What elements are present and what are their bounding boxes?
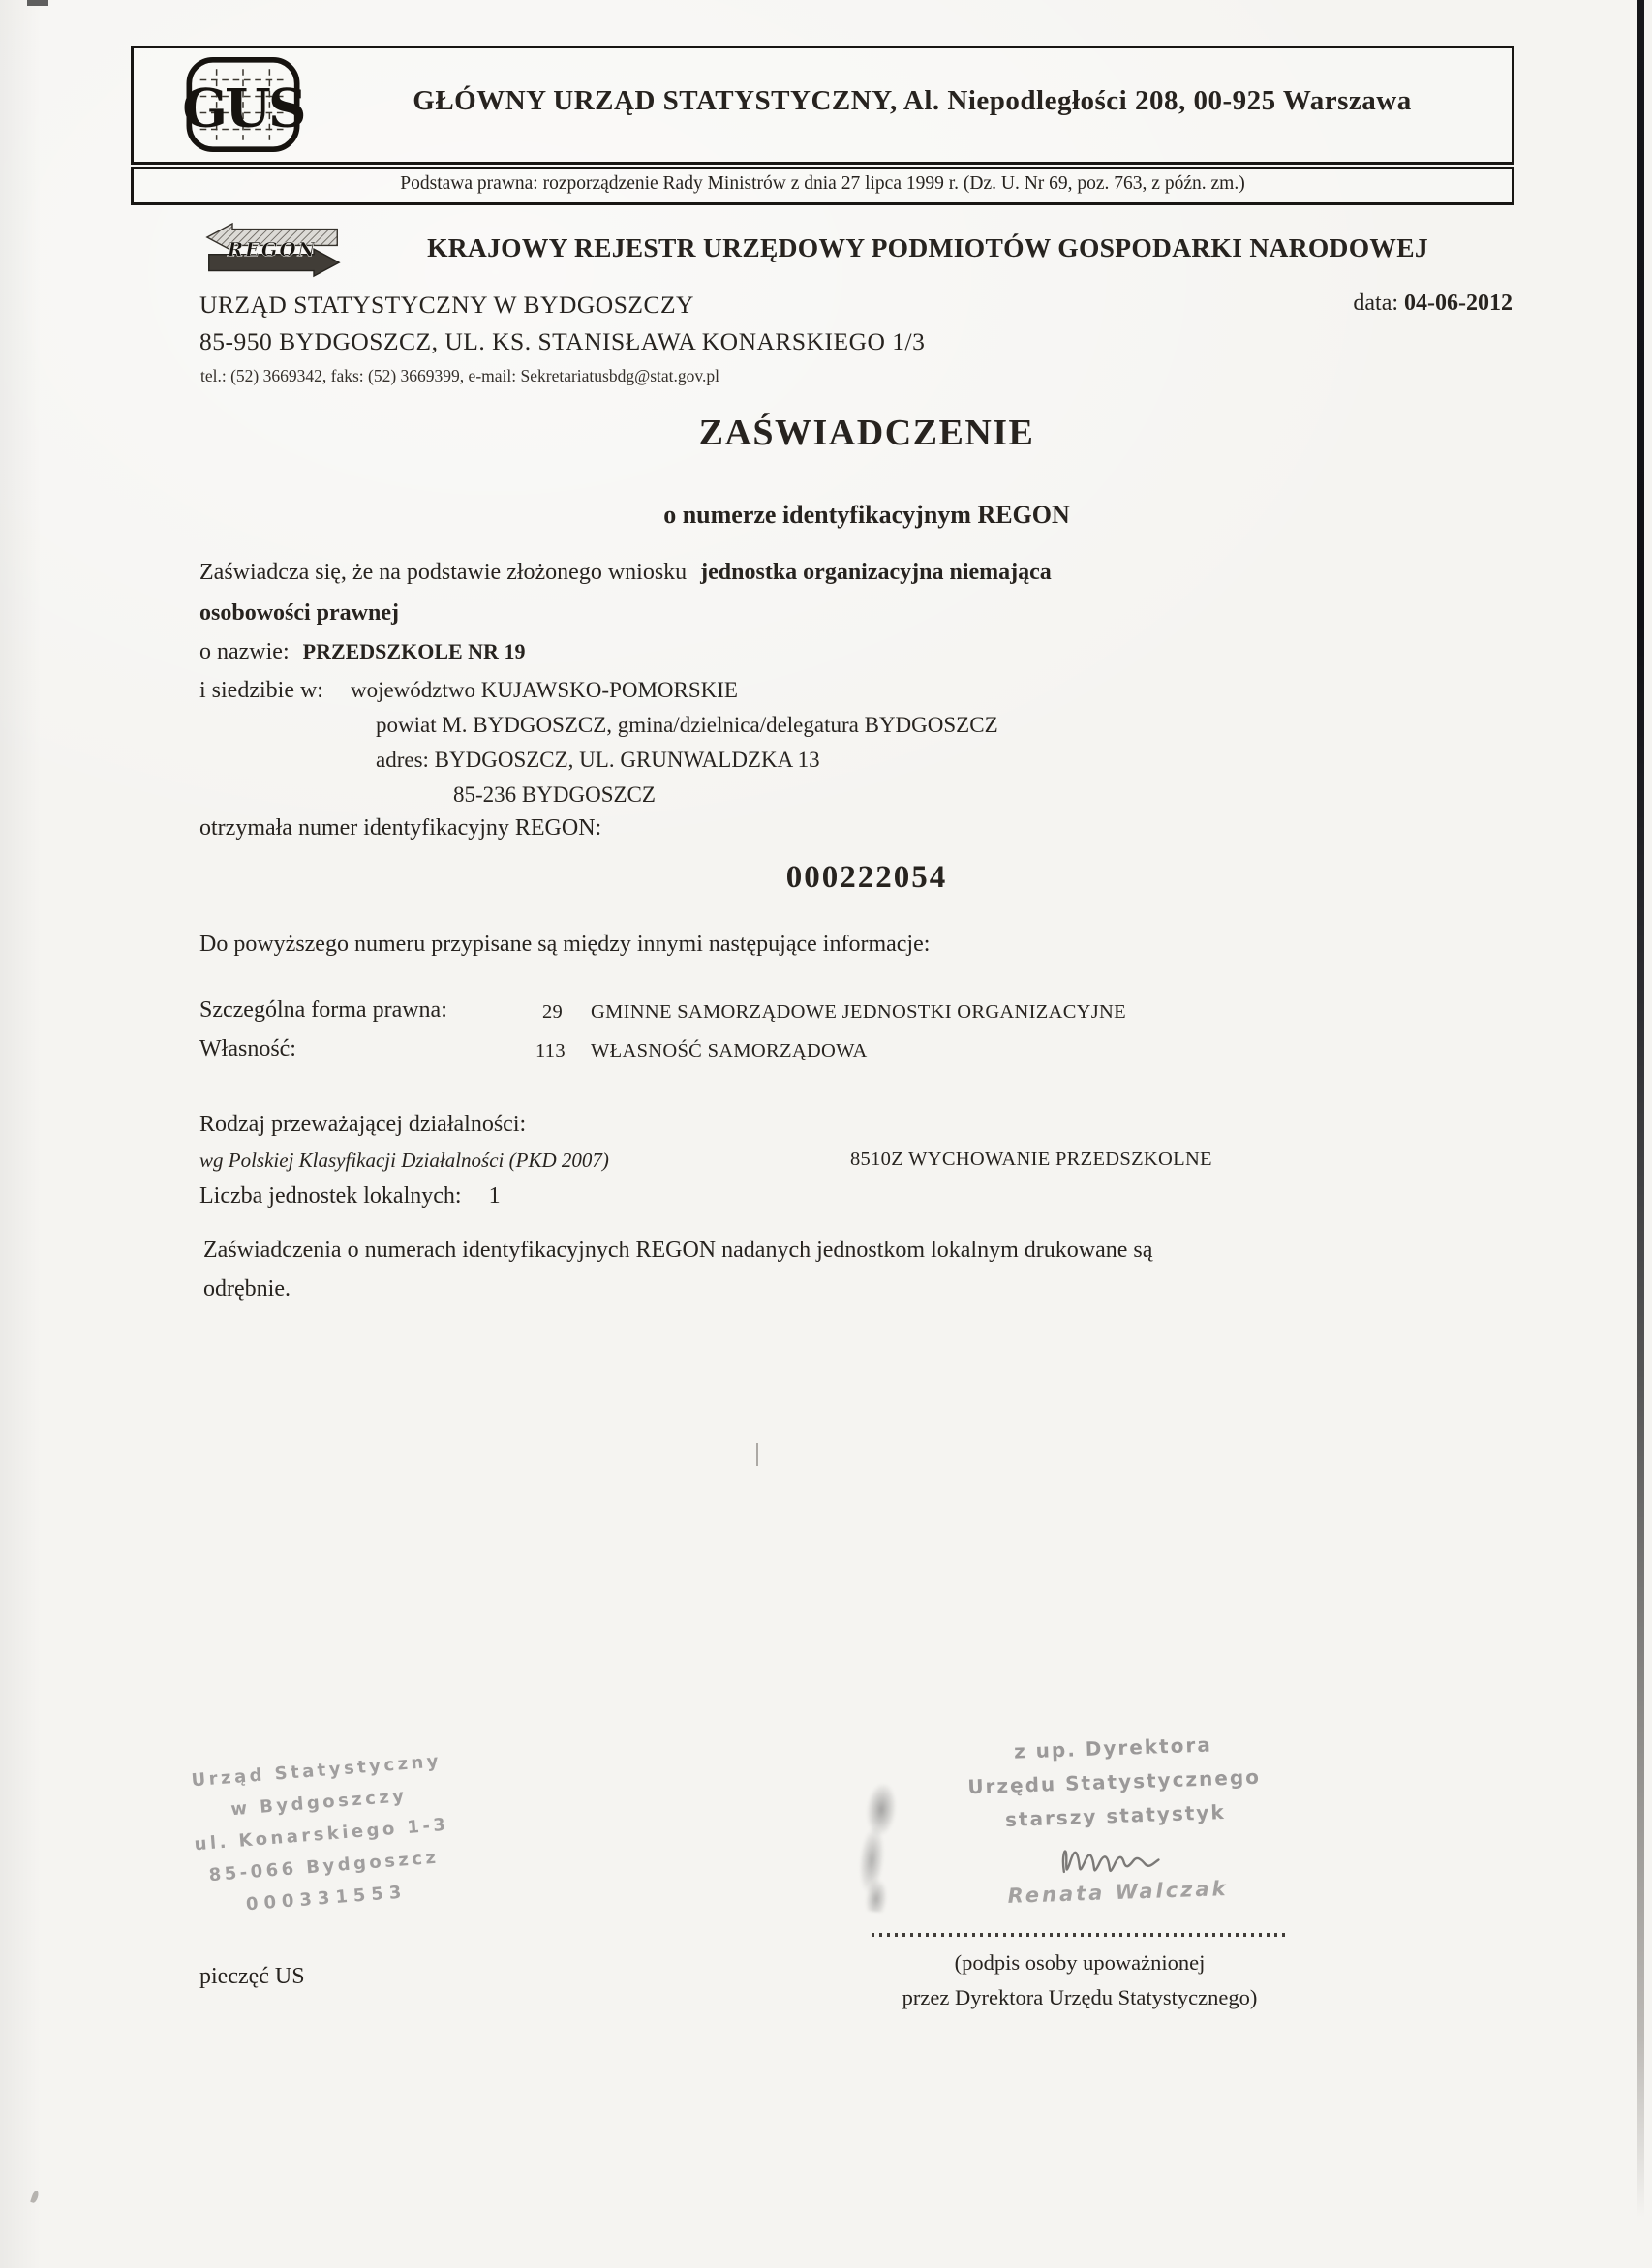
regon-number: 000222054 (785, 860, 948, 895)
gus-logo-label: GUS (182, 77, 304, 139)
stamp-line: z up. Dyrektora (1013, 1732, 1213, 1763)
office-contact: tel.: (52) 3669342, faks: (52) 3669399, e-mail: Sekretariatusbdg@stat.gov.pl (200, 366, 719, 385)
regon-logo-label: REGON (227, 238, 318, 261)
legal-form-code: 29 (542, 1001, 564, 1023)
info-line: Do powyższego numeru przypisane są między innymi następujące informacje: (199, 932, 931, 957)
date-line (1269, 291, 1513, 318)
intro-line-2: osobowości prawnej (199, 600, 400, 626)
footer-note-line-1: Zaświadczenia o numerach identyfikacyjnych REGON nadanych jednostkom lokalnym drukowane są (203, 1238, 1153, 1263)
activity-classification: wg Polskiej Klasyfikacji Działalności (PKD 2007) (199, 1149, 609, 1172)
intro-line-1 (199, 560, 1052, 587)
stamp-line: Urząd Statystyczny (190, 1751, 443, 1792)
seat-voivodeship: województwo KUJAWSKO-POMORSKIE (350, 678, 738, 702)
office-name: URZĄD STATYSTYCZNY W BYDGOSZCZY (199, 291, 694, 319)
legal-basis-box (131, 167, 1514, 205)
date-label: data: (1353, 291, 1399, 316)
signature-caption-line-2: przez Dyrektora Urzędu Statystycznego) (902, 1985, 1258, 2009)
signature-caption-line-1: (podpis osoby upoważnionej (954, 1950, 1206, 1975)
signer-name: Renata Walczak (1007, 1876, 1229, 1908)
stamp-line: starszy statystyk (1004, 1800, 1227, 1831)
header-office-line: GŁÓWNY URZĄD STATYSTYCZNY, Al. Niepodległości 208, 00-925 Warszawa (413, 85, 1412, 116)
local-units-line (199, 1183, 501, 1211)
scan-speck-artifact (30, 2190, 40, 2203)
legal-form-value: GMINNE SAMORZĄDOWE JEDNOSTKI ORGANIZACYJNE (591, 1001, 1126, 1023)
stamp-line: ul. Konarskiego 1-3 (193, 1814, 450, 1855)
stamp-line: Urzędu Statystycznego (966, 1764, 1262, 1799)
scan-edge-artifact (1637, 0, 1644, 2218)
regon-logo-icon (205, 221, 341, 281)
seat-county: powiat M. BYDGOSZCZ, gmina/dzielnica/delegatura BYDGOSZCZ (376, 713, 998, 737)
header-office-box (131, 46, 1514, 165)
gus-logo-icon (170, 56, 316, 153)
local-units-label: Liczba jednostek lokalnych: (199, 1183, 462, 1209)
ownership-value: WŁASNOŚĆ SAMORZĄDOWA (591, 1040, 868, 1061)
seat-postal: 85-236 BYDGOSZCZ (453, 782, 656, 807)
name-value: PRZEDSZKOLE NR 19 (302, 639, 526, 663)
local-units-value: 1 (488, 1183, 501, 1209)
scan-corner-artifact (27, 0, 48, 6)
legal-basis-text: Podstawa prawna: rozporządzenie Rady Ministrów z dnia 27 lipca 1999 r. (Dz. U. Nr 69, poz. 763, z późn. zm.) (400, 173, 1245, 194)
ownership-code: 113 (535, 1040, 566, 1061)
seat-label: i siedzibie w: (199, 678, 323, 703)
activity-label: Rodzaj przeważającej działalności: (199, 1112, 527, 1137)
document-subtitle: o numerze identyfikacyjnym REGON (663, 501, 1070, 529)
stamp-line: w Bydgoszczy (229, 1785, 409, 1821)
office-address: 85-950 BYDGOSZCZ, UL. KS. STANISŁAWA KONARSKIEGO 1/3 (199, 327, 926, 355)
name-line (199, 639, 525, 666)
name-label: o nazwie: (199, 639, 290, 664)
office-stamp (103, 1738, 540, 1931)
activity-code-value: 8510Z WYCHOWANIE PRZEDSZKOLNE (850, 1149, 1212, 1170)
document-title: ZAŚWIADCZENIE (698, 413, 1035, 453)
footer-note-line-2: odrębnie. (203, 1276, 291, 1302)
legal-form-label: Szczególna forma prawna: (199, 997, 447, 1023)
ownership-label: Własność: (199, 1036, 296, 1061)
stamp-caption: pieczęć US (199, 1964, 305, 1989)
registry-title: KRAJOWY REJESTR URZĘDOWY PODMIOTÓW GOSPODARKI NARODOWEJ (427, 232, 1428, 262)
seat-address: adres: BYDGOSZCZ, UL. GRUNWALDZKA 13 (376, 748, 820, 772)
stamp-line: 000331553 (245, 1882, 409, 1916)
scan-tick-artifact (756, 1443, 758, 1466)
received-line: otrzymała numer identyfikacyjny REGON: (199, 815, 602, 841)
signature-line (872, 1933, 1286, 1937)
intro-bold-1: jednostka organizacyjna niemająca (700, 560, 1052, 585)
signature-stamp (880, 1724, 1351, 1918)
stamp-line: 85-066 Bydgoszcz (207, 1847, 441, 1886)
seat-line (199, 678, 738, 705)
date-value: 04-06-2012 (1404, 291, 1513, 316)
intro-normal: Zaświadcza się, że na podstawie złożonego wniosku (199, 560, 688, 585)
